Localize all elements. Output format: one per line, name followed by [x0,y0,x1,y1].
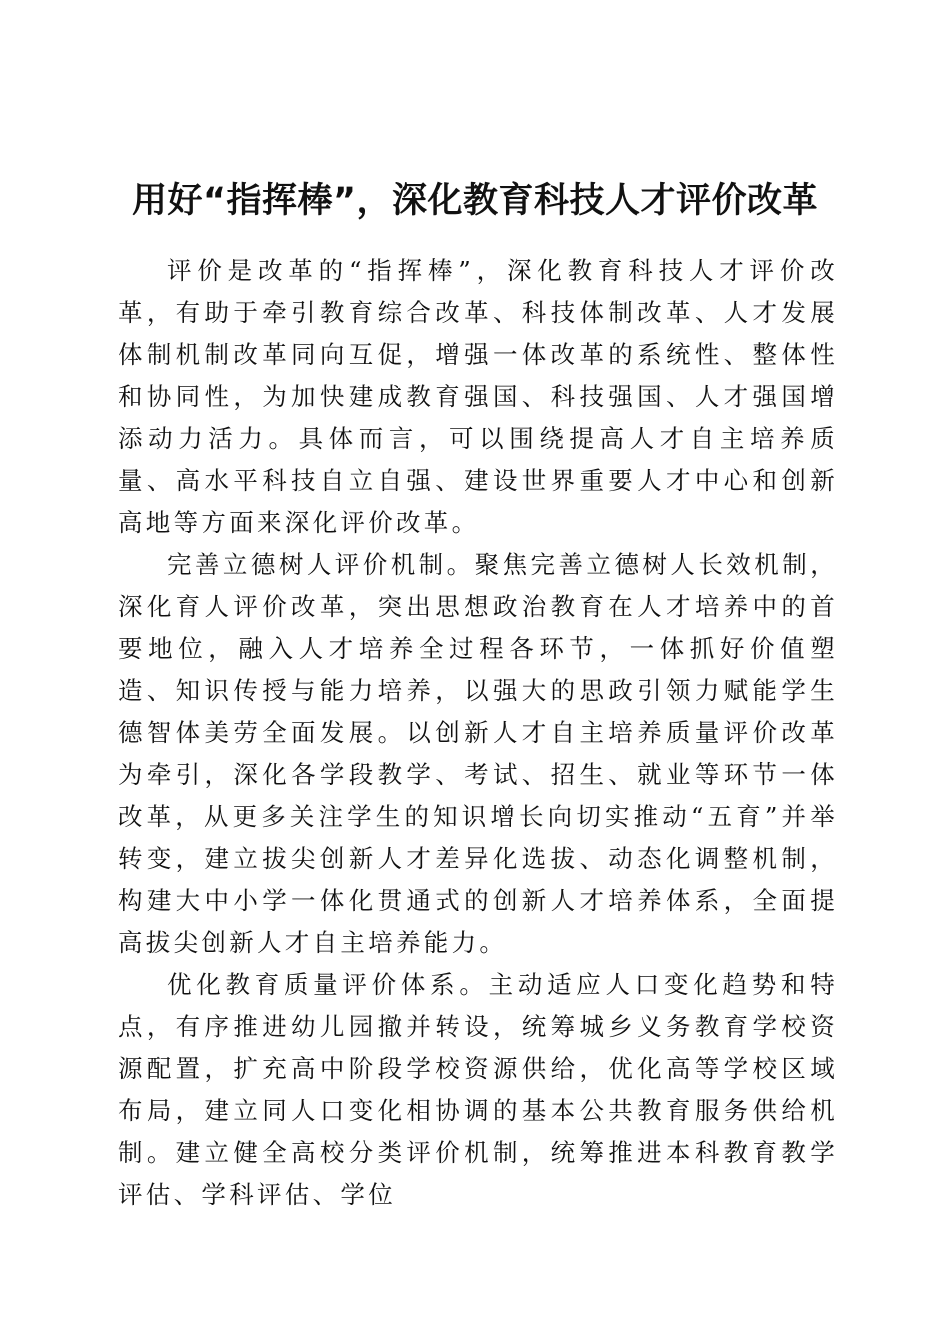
document-title: 用好“指挥棒”，深化教育科技人才评价改革 [131,181,818,221]
paragraph-education-quality: 优化教育质量评价体系。主动适应人口变化趋势和特点，有序推进幼儿园撤并转设，统筹城乡义务教育学校资源配置，扩充高中阶段学校资源供给，优化高等学校区域布局，建立同人口变化相协调的基本公共教育服务供给机制。建立健全高校分类评价机制，统筹推进本科教育教学评估、学科评估、学位 [118,970,838,1209]
paragraph-moral-education: 完善立德树人评价机制。聚焦完善立德树人长效机制，深化育人评价改革，突出思想政治教育在人才培养中的首要地位，融入人才培养全过程各环节，一体抓好价值塑造、知识传授与能力培养，以强大的思政引领力赋能学生德智体美劳全面发展。以创新人才自主培养质量评价改革为牵引，深化各学段教学、考试、招生、就业等环节一体改革，从更多关注学生的知识增长向切实推动“五育”并举转变，建立拔尖创新人才差异化选拔、动态化调整机制，构建大中小学一体化贯通式的创新人才培养体系，全面提高拔尖创新人才自主培养能力。 [118,550,838,957]
paragraph-intro: 评价是改革的“指挥棒”，深化教育科技人才评价改革，有助于牵引教育综合改革、科技体制改革、人才发展体制机制改革同向互促，增强一体改革的系统性、整体性和协同性，为加快建成教育强国、科技强国、人才强国增添动力活力。具体而言，可以围绕提高人才自主培养质量、高水平科技自立自强、建设世界重要人才中心和创新高地等方面来深化评价改革。 [118,256,838,537]
document-body [118,250,838,1216]
